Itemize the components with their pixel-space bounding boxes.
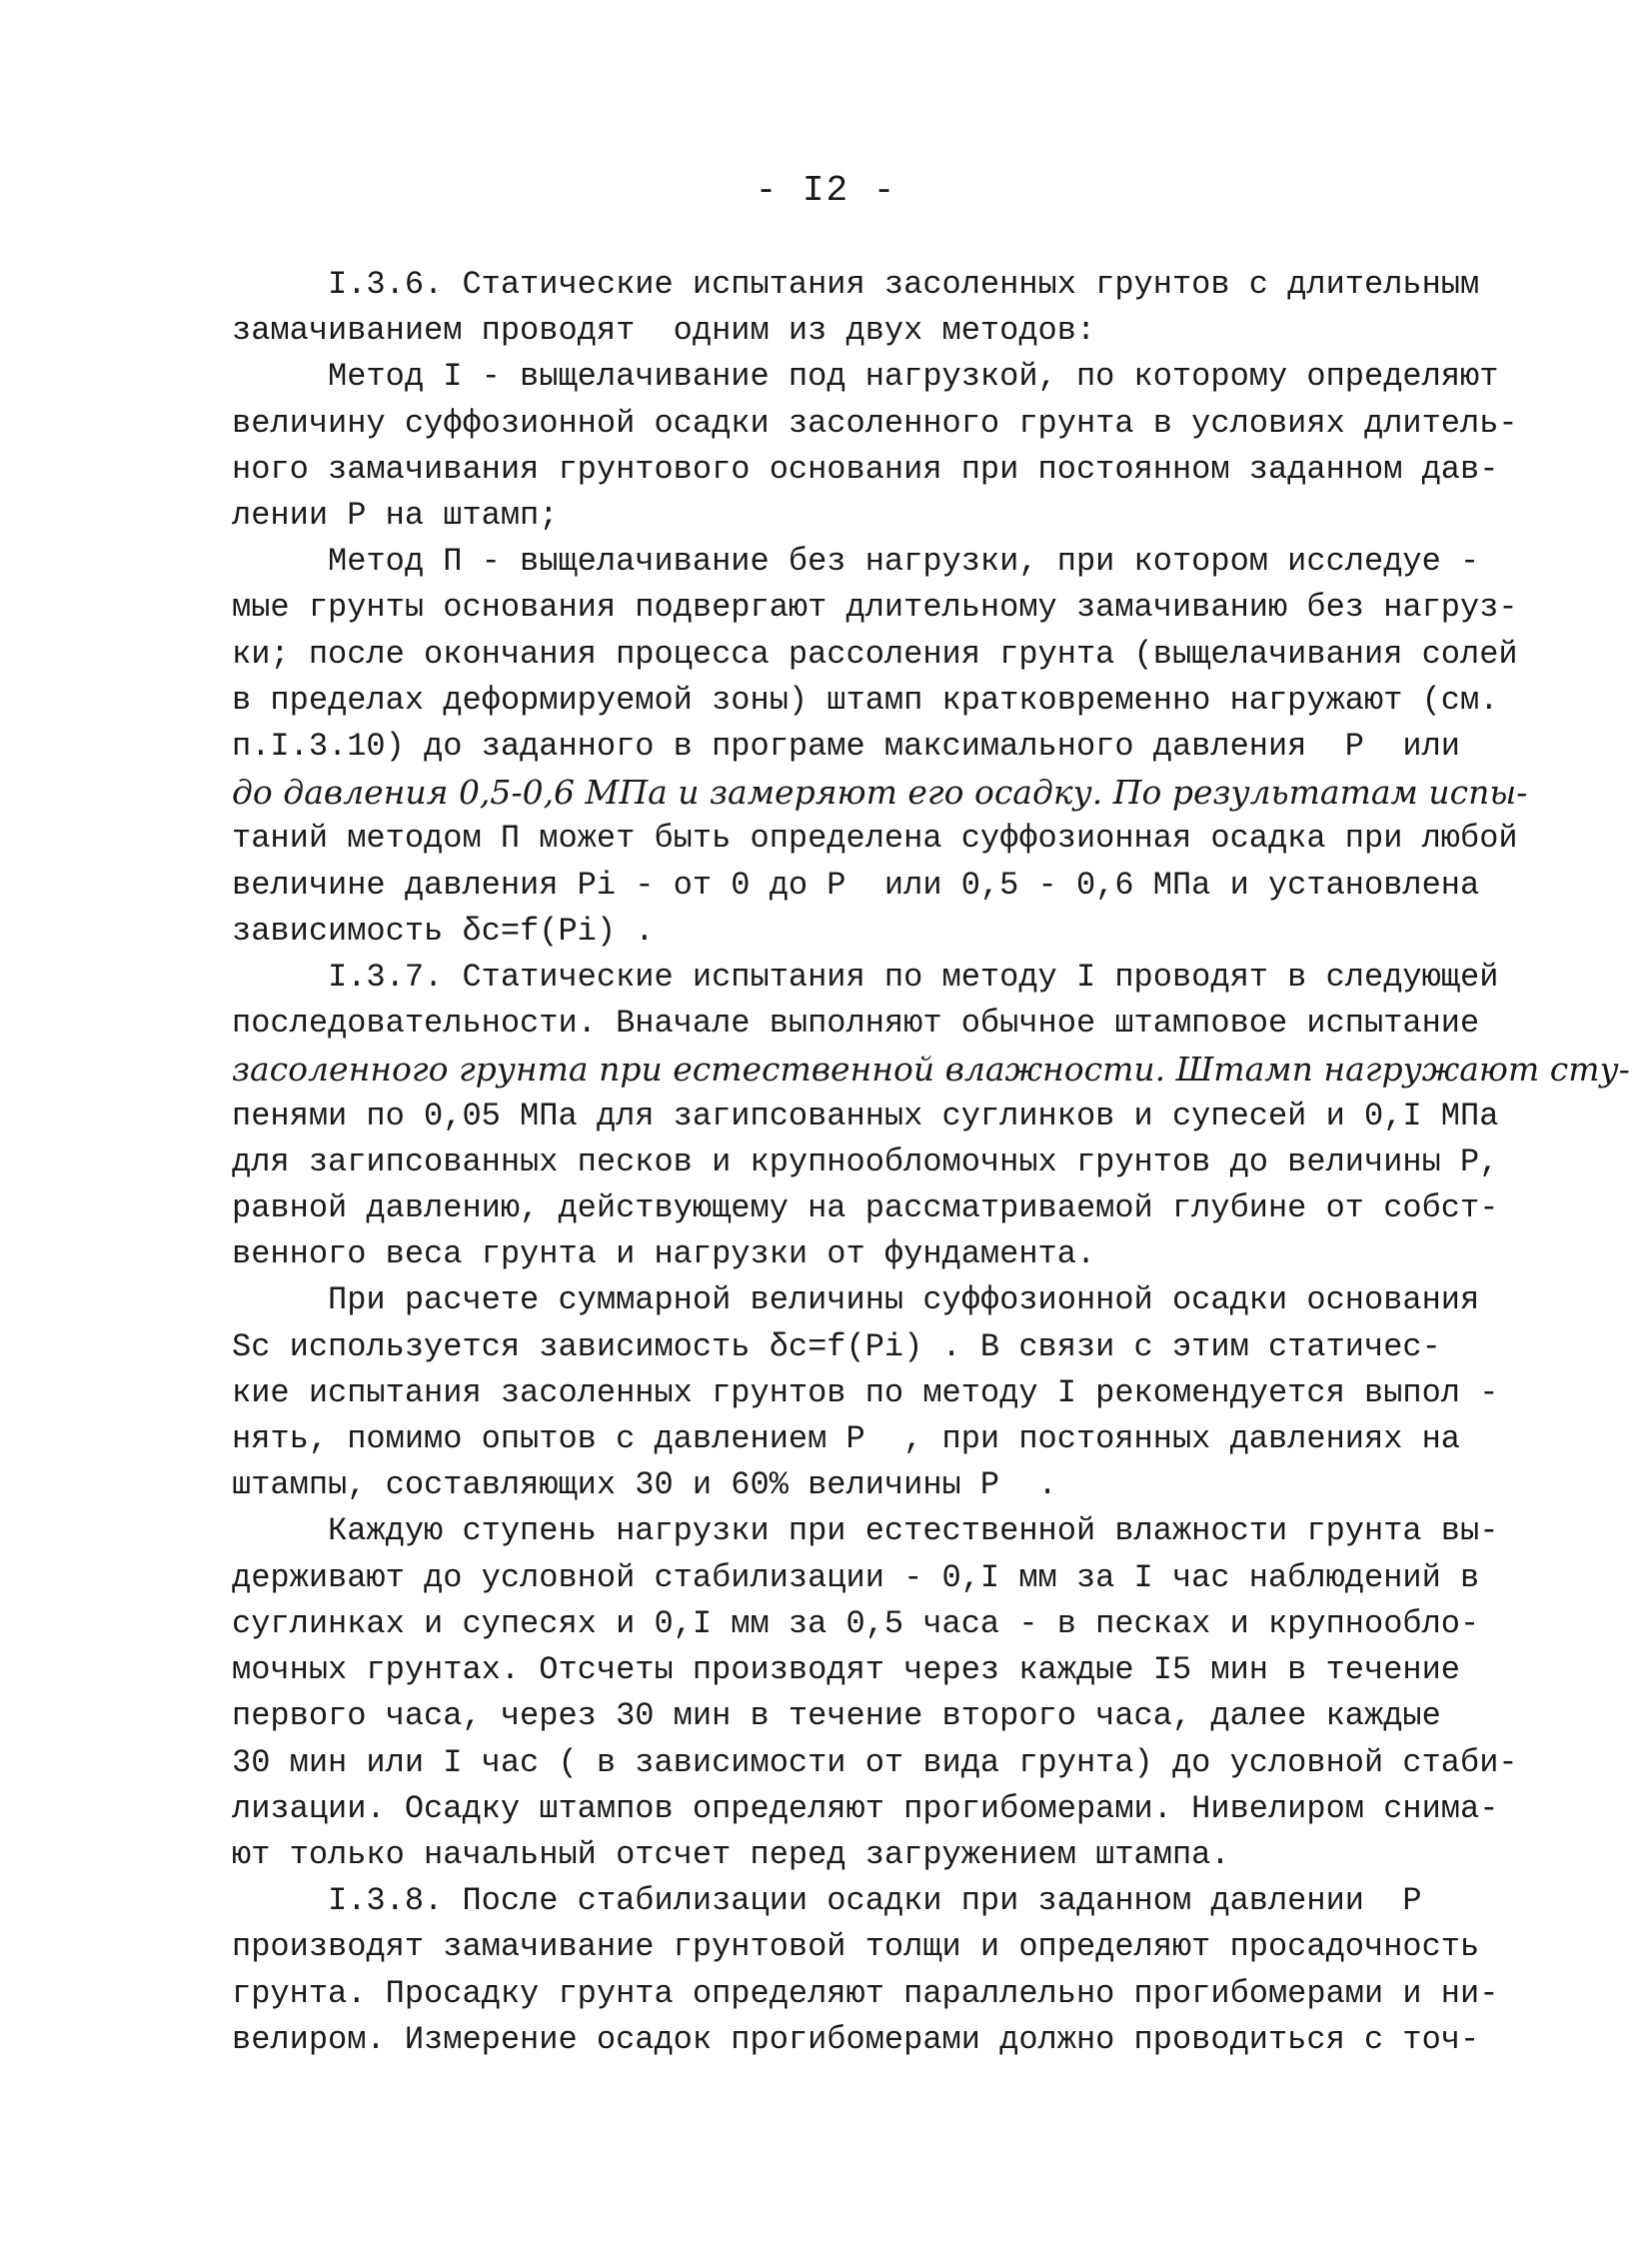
text-line: 30 мин или I час ( в зависимости от вида грунта) до условной стаби- <box>232 1743 1518 1781</box>
text-line: Метод I - выщелачивание под нагрузкой, по которому определяют <box>232 358 1499 396</box>
text-line: штампы, составляющих 30 и 60% величины P . <box>232 1466 1057 1504</box>
text-line: величине давления Pi - от 0 до P или 0,5 - 0,6 МПа и установлена <box>232 866 1480 904</box>
text-line: лении P на штамп; <box>232 497 559 535</box>
text-line: При расчете суммарной величины суффозионной осадки основания <box>232 1281 1480 1319</box>
text-line: мочных грунтах. Отсчеты производят через каждые I5 мин в течение <box>232 1651 1460 1689</box>
text-line: засоленного грунта при естественной влажности. Штамп нагружают сту- <box>232 1050 1630 1090</box>
text-line: Метод П - выщелачивание без нагрузки, при котором исследуе - <box>232 543 1480 581</box>
text-line: последовательности. Вначале выполняют обычное штамповое испытание <box>232 1005 1480 1043</box>
text-line: венного веса грунта и нагрузки от фундамента. <box>232 1235 1096 1273</box>
text-line: величину суффозионной осадки засоленного грунта в условиях длитель- <box>232 404 1518 442</box>
text-line: нять, помимо опытов с давлением P , при постоянных давлениях на <box>232 1420 1460 1458</box>
text-line: для загипсованных песков и крупнообломочных грунтов до величины P, <box>232 1142 1499 1180</box>
text-line: суглинках и супесях и 0,I мм за 0,5 часа - в песках и крупнообло- <box>232 1604 1480 1642</box>
text-line: зависимость δc=f(Pi) . <box>232 912 655 950</box>
document-body <box>232 262 1630 2063</box>
text-line: производят замачивание грунтовой толщи и определяют просадочность <box>232 1928 1480 1966</box>
text-line: замачиванием проводят одним из двух методов: <box>232 312 1096 350</box>
text-line: Каждую ступень нагрузки при естественной влажности грунта вы- <box>232 1512 1499 1550</box>
text-line: в пределах деформируемой зоны) штамп кратковременно нагружают (см. <box>232 681 1499 719</box>
text-line: I.3.7. Статические испытания по методу I проводят в следующей <box>232 959 1499 997</box>
text-line: до давления 0,5-0,6 МПа и замеряют его осадку. По результатам испы- <box>232 773 1528 813</box>
text-line: ют только начальный отсчет перед загружением штампа. <box>232 1835 1230 1873</box>
text-line: пенями по 0,05 МПа для загипсованных суглинков и супесей и 0,I МПа <box>232 1097 1499 1134</box>
text-line: первого часа, через 30 мин в течение второго часа, далее каждые <box>232 1697 1441 1735</box>
text-line: равной давлению, действующему на рассматриваемой глубине от собст- <box>232 1189 1499 1227</box>
text-line: грунта. Просадку грунта определяют параллельно прогибомерами и ни- <box>232 1974 1499 2012</box>
text-line: ного замачивания грунтового основания при постоянном заданном дав- <box>232 450 1499 488</box>
text-line: велиром. Измерение осадок прогибомерами должно проводиться с точ- <box>232 2020 1480 2058</box>
text-line: мые грунты основания подвергают длительному замачиванию без нагруз- <box>232 589 1518 627</box>
text-line: I.3.6. Статические испытания засоленных грунтов с длительным <box>232 266 1480 303</box>
page-number: - I2 - <box>755 170 897 211</box>
text-line: I.3.8. После стабилизации осадки при заданном давлении P <box>232 1882 1422 1920</box>
text-line: ки; после окончания процесса рассоления грунта (выщелачивания солей <box>232 635 1518 673</box>
text-line: п.I.3.10) до заданного в програме максимального давления P или <box>232 728 1460 766</box>
text-line: кие испытания засоленных грунтов по методу I рекомендуется выпол - <box>232 1373 1499 1411</box>
text-line: Sc используется зависимость δc=f(Pi) . В связи с этим статичес- <box>232 1327 1441 1365</box>
text-line: таний методом П может быть определена суффозионная осадка при любой <box>232 820 1518 858</box>
text-line: держивают до условной стабилизации - 0,I мм за I час наблюдений в <box>232 1558 1480 1596</box>
text-line: лизации. Осадку штампов определяют прогибомерами. Нивелиром снима- <box>232 1789 1499 1827</box>
